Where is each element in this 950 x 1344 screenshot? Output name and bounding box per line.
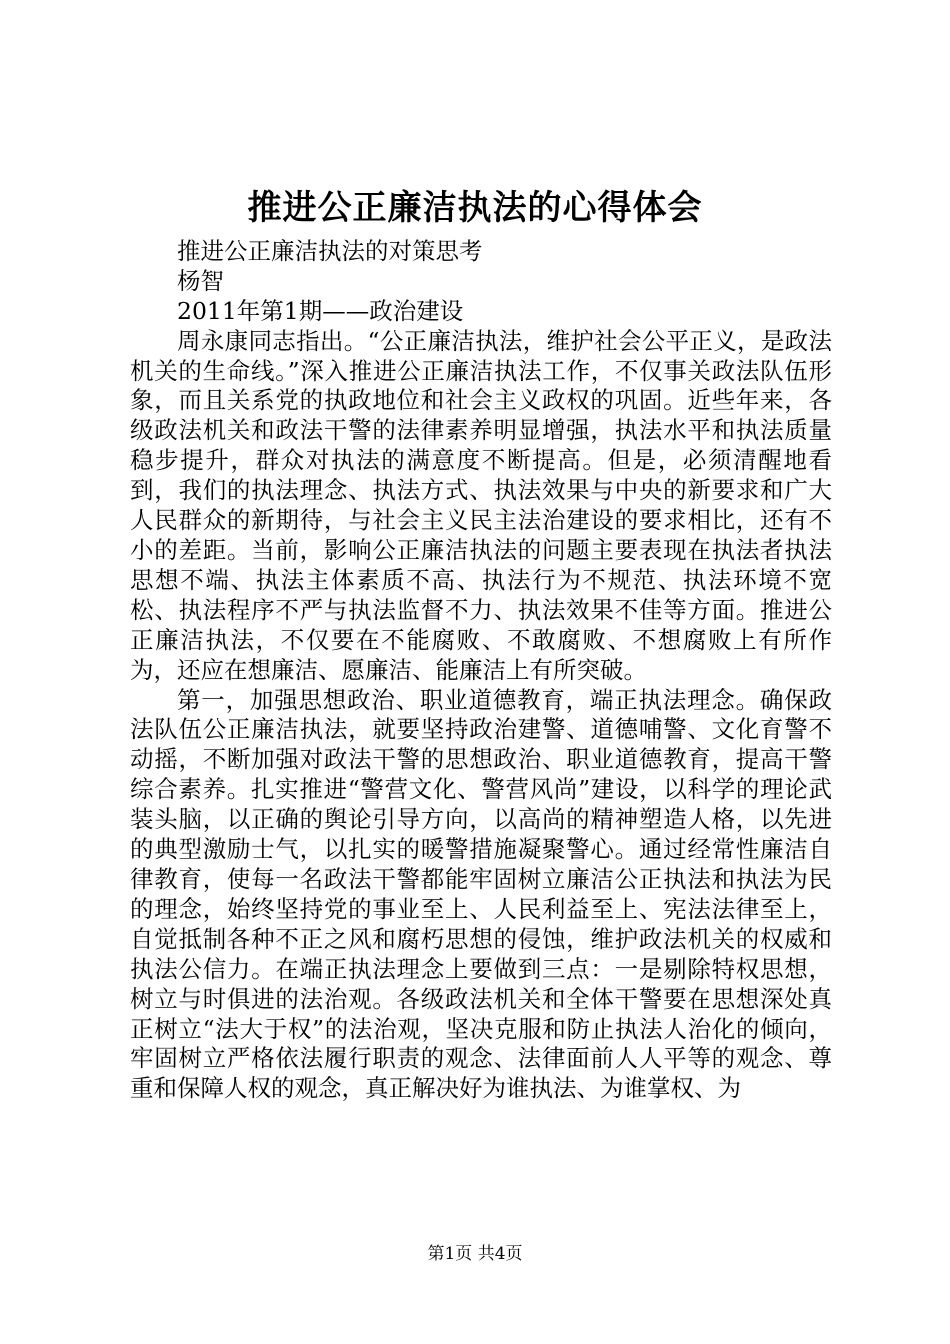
page-number: 第1页 共4页 [427, 1244, 523, 1264]
paragraph-intro: 周永康同志指出。“公正廉洁执法，维护社会公平正义，是政法机关的生命线。”深入推进公正廉洁执法工作，不仅事关政法队伍形象，而且关系党的执政地位和社会主义政权的巩固。近些年来，各级政法机关和政法干警的法律素养明显增强，执法水平和执法质量稳步提升，群众对执法的满意度不断提高。但是，必须清醒地看到，我们的执法理念、执法方式、执法效果与中央的新要求和广大人民群众的新期待，与社会主义民主法治建设的要求相比，还有不小的差距。当前，影响公正廉洁执法的问题主要表现在执法者执法思想不端、执法主体素质不高、执法行为不规范、执法环境不宽松、执法程序不严与执法监督不力、执法效果不佳等方面。推进公正廉洁执法，不仅要在不能腐败、不敢腐败、不想腐败上有所作为，还应在想廉洁、愿廉洁、能廉洁上有所突破。 [130, 326, 832, 684]
paragraph-first-point: 第一，加强思想政治、职业道德教育，端正执法理念。确保政法队伍公正廉洁执法，就要坚持政治建警、道德哺警、文化育警不动摇，不断加强对政法干警的思想政治、职业道德教育，提高干警综合素养。扎实推进“警营文化、警营风尚”建设，以科学的理论武装头脑，以正确的舆论引导方向，以高尚的精神塑造人格，以先进的典型激励士气，以扎实的暖警措施凝聚警心。通过经常性廉洁自律教育，使每一名政法干警都能牢固树立廉洁公正执法和执法为民的理念，始终坚持党的事业至上、人民利益至上、宪法法律至上，自觉抵制各种不正之风和腐朽思想的侵蚀，维护政法机关的权威和执法公信力。在端正执法理念上要做到三点：一是剔除特权思想，树立与时俱进的法治观。各级政法机关和全体干警要在思想深处真正树立“法大于权”的法治观，坚决克服和防止执法人治化的倾向，牢固树立严格依法履行职责的观念、法律面前人人平等的观念、尊重和保障人权的观念，真正解决好为谁执法、为谁掌权、为 [130, 685, 832, 1103]
document-subtitle: 推进公正廉洁执法的对策思考 [177, 237, 483, 265]
document-title: 推进公正廉洁执法的心得体会 [247, 188, 703, 228]
document-author: 杨智 [177, 266, 224, 295]
document-source: 2011年第1期——政治建设 [177, 296, 464, 325]
document-body [130, 237, 832, 1104]
